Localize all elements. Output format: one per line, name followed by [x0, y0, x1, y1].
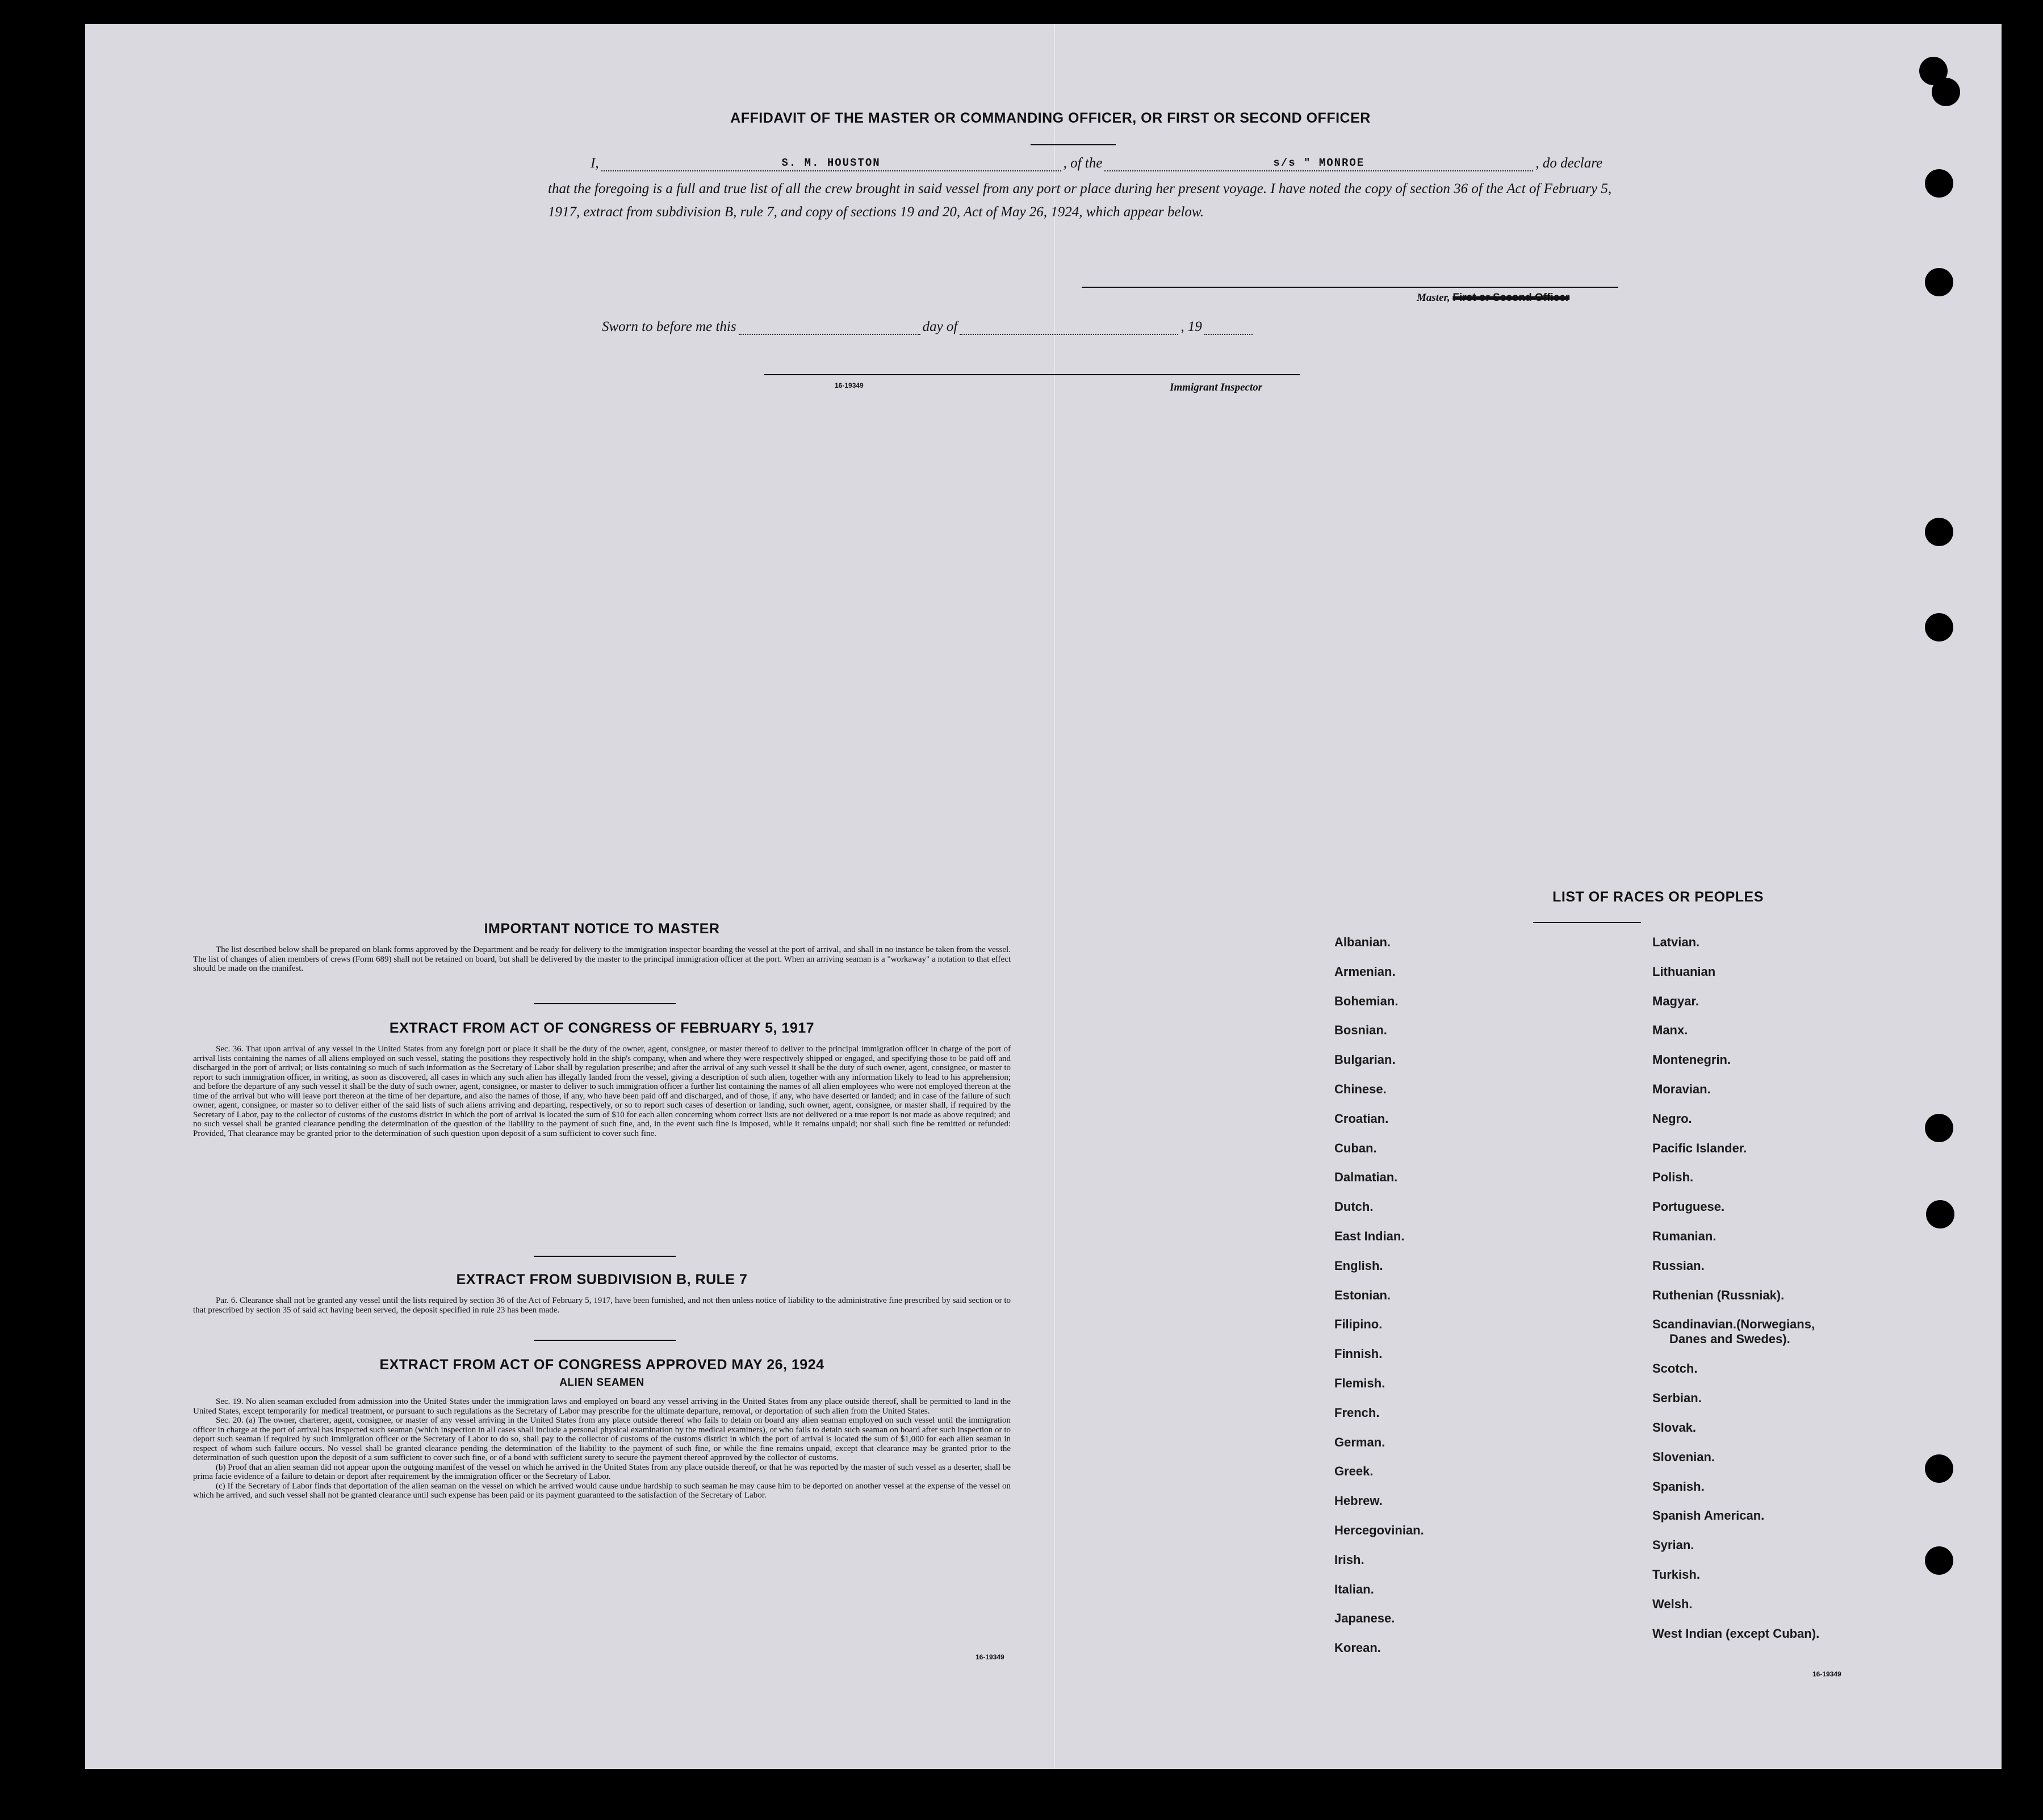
race-item: Montenegrin.: [1652, 1052, 1731, 1067]
race-item: Bosnian.: [1334, 1023, 1387, 1038]
race-item: Korean.: [1334, 1641, 1381, 1655]
extract-1924-title: EXTRACT FROM ACT OF CONGRESS APPROVED MAY 26, 1924: [379, 1357, 824, 1373]
master-name-value: S. M. HOUSTON: [781, 157, 881, 169]
extract-1917-section: [193, 1020, 1011, 1138]
race-item: Hebrew.: [1334, 1494, 1383, 1508]
race-item: Danes and Swedes).: [1669, 1332, 1790, 1347]
race-item: Moravian.: [1652, 1082, 1711, 1096]
race-item: Cuban.: [1334, 1140, 1377, 1155]
race-item: Russian.: [1652, 1258, 1705, 1273]
race-item: German.: [1334, 1435, 1385, 1449]
race-item: Japanese.: [1334, 1611, 1395, 1626]
race-item: Portuguese.: [1652, 1200, 1725, 1214]
declarant-line: [591, 156, 1709, 171]
binder-hole: [1925, 169, 1953, 198]
inspector-label: Immigrant Inspector: [1170, 381, 1263, 393]
races-form-number: 16-19349: [1812, 1670, 1841, 1678]
master-name-field[interactable]: [601, 156, 1061, 171]
master-label: Master,: [1417, 292, 1450, 304]
title-divider: [1031, 144, 1116, 145]
sec20c-text: (c) If the Secretary of Labor finds that deportation of the alien seaman on the vessel on which he arrived would cause undue hardship to such seaman he may cause him to be deported on another vessel at the expense of the vessel on which he arrived, and such vessel shall not be granted clearance until such expense has been paid or its payment guaranteed to the satisfaction of the Secretary of Labor.: [193, 1481, 1011, 1500]
affidavit-form-number: 16-19349: [835, 381, 864, 389]
extract-rule7-text: Par. 6. Clearance shall not be granted any vessel until the lists required by section 36 of the Act of February 5, 1917, have been furnished, and not then unless notice of liability to the administrative fine prescribed by said section or to that prescribed by section 35 of said act having been served, the deposit specified in rule 23 has been made.: [193, 1296, 1011, 1315]
race-item: Spanish American.: [1652, 1508, 1765, 1523]
race-item: Albanian.: [1334, 935, 1391, 949]
race-item: Armenian.: [1334, 964, 1396, 979]
race-item: Slovenian.: [1652, 1449, 1715, 1464]
race-item: Croatian.: [1334, 1111, 1389, 1126]
race-item: Welsh.: [1652, 1596, 1693, 1611]
affidavit-title: AFFIDAVIT OF THE MASTER OR COMMANDING OFFICER, OR FIRST OR SECOND OFFICER: [730, 110, 1371, 126]
race-item: Scotch.: [1652, 1361, 1698, 1376]
race-item: Slovak.: [1652, 1420, 1697, 1435]
extract-rule7-section: [193, 1272, 1011, 1315]
races-divider: [1533, 922, 1641, 923]
races-title: LIST OF RACES OR PEOPLES: [1552, 889, 1764, 905]
sworn-line: [602, 319, 1397, 335]
binder-hole: [1925, 518, 1953, 546]
notice-title: IMPORTANT NOTICE TO MASTER: [484, 921, 720, 937]
race-item: Spanish.: [1652, 1479, 1705, 1494]
race-item: Serbian.: [1652, 1391, 1702, 1406]
race-item: Dutch.: [1334, 1200, 1374, 1214]
vessel-name-value: s/s " MONROE: [1273, 157, 1365, 169]
race-item: Negro.: [1652, 1111, 1692, 1126]
day-of-label: day of: [922, 319, 958, 334]
extract-1917-title: EXTRACT FROM ACT OF CONGRESS OF FEBRUARY 5, 1917: [389, 1020, 815, 1036]
sworn-label: Sworn to before me this: [602, 319, 736, 334]
struck-officer-label: First or Second Officer: [1452, 292, 1570, 304]
notice-text: The list described below shall be prepared on blank forms approved by the Department and be ready for delivery to the immigration inspector boarding the vessel at the port of arrival, and shall in no instance be taken from the vessel. The list of changes of alien members of crews (Form 689) shall not be retained on board, but shall be delivered by the master to the principal immigration officer at the port. When an arriving seaman is a "workaway" a notation to that effect should be made on the manifest.: [193, 945, 1011, 973]
page-fold: [1054, 24, 1055, 1769]
extract-1917-text: Sec. 36. That upon arrival of any vessel in the United States from any foreign port or place it shall be the duty of the owner, agent, consignee, or master thereof to deliver to the principal immigration officer in charge of the port of arrival lists containing the names of all aliens employed on such vessel, stating the positions they respectively hold in the ship's company, when and where they were respectively shipped or engaged, and specifying those to be paid off and discharged in the port of arrival; or lists containing so much of such information as the Secretary of Labor shall by regulation prescribe; and after the arrival of any such vessel it shall be the duty of such owner, agent, consignee, or master to report to such immigration officer, in writing, as soon as discovered, all cases in which any such alien has illegally landed from the vessel, giving a description of such alien, together with any information likely to lead to his apprehension; and before the departure of any such vessel it shall be the duty of such owner, agent, consignee, or master to deliver to such immigration officer a further list containing the names of all alien employees who were not employed thereon at the time of the arrival but who will leave port thereon at the time of her departure, and also the names of those, if any, who have been paid off and discharged, and of those, if any, who have deserted or landed; and in case of the failure of such owner, agent, consignee, or master so to deliver either of the said lists of such aliens arriving and departing, respectively, or so to report such cases of desertion or landing, such owner, agent, consignee, or master shall, if required by the Secretary of Labor, pay to the collector of customs of the customs district in which the port of arrival is located the sum of $10 for each alien concerning whom correct lists are not delivered or a true report is not made as above required; and no such vessel shall be granted clearance pending the determination of the question of the liability to the payment of such fine, and, in the event such fine is imposed, while it remains unpaid; nor shall such fine be remitted or refunded: Provided, That clearance may be granted prior to the determination of such question upon deposit of a sum sufficient to cover such fine.: [193, 1045, 1011, 1138]
race-item: Polish.: [1652, 1170, 1694, 1185]
notice-section: [193, 921, 1011, 974]
race-item: West Indian (except Cuban).: [1652, 1626, 1820, 1641]
race-item: East Indian.: [1334, 1229, 1405, 1243]
sworn-day-field[interactable]: [739, 319, 920, 335]
sec20b-text: (b) Proof that an alien seaman did not appear upon the outgoing manifest of the vessel on which he arrived in the United States from any place outside thereof, or that he was reported by the master of such vessel as a deserter, shall be prima facie evidence of a failure to detain or deport after requirement by the immigration officer or the Secretary of Labor.: [193, 1462, 1011, 1481]
binder-hole: [1932, 78, 1960, 106]
race-item: Manx.: [1652, 1023, 1688, 1038]
master-signature-line[interactable]: [1082, 287, 1618, 288]
binder-hole: [1925, 613, 1953, 641]
year-label: , 19: [1180, 319, 1202, 334]
race-item: Italian.: [1334, 1582, 1374, 1596]
race-item: Turkish.: [1652, 1567, 1700, 1582]
vessel-name-field[interactable]: [1104, 156, 1533, 171]
race-item: Greek.: [1334, 1464, 1374, 1479]
race-item: Chinese.: [1334, 1082, 1387, 1096]
race-item: Magyar.: [1652, 993, 1699, 1008]
race-item: Bohemian.: [1334, 993, 1399, 1008]
race-item: Flemish.: [1334, 1376, 1385, 1390]
binder-hole: [1925, 1114, 1953, 1142]
do-declare-label: , do declare: [1535, 156, 1603, 171]
race-item: French.: [1334, 1405, 1380, 1420]
race-item: Lithuanian: [1652, 964, 1716, 979]
race-item: Rumanian.: [1652, 1229, 1717, 1243]
i-label: I,: [591, 156, 599, 171]
extract-rule7-title: EXTRACT FROM SUBDIVISION B, RULE 7: [456, 1272, 748, 1288]
race-item: Estonian.: [1334, 1288, 1391, 1302]
binder-hole: [1925, 1546, 1953, 1575]
declaration-text: that the foregoing is a full and true list of all the crew brought in said vessel from any port or place during her present voyage. I have noted the copy of section 36 of the Act of February 5, 1917, extract from subdivision B, rule 7, and copy of sections 19 and 20, Act of May 26, 1924, which appear below.: [548, 181, 1612, 220]
binder-hole: [1925, 1454, 1953, 1483]
binder-hole: [1925, 268, 1953, 296]
of-the-label: , of the: [1063, 156, 1103, 171]
master-signature-caption: [1417, 292, 1569, 304]
race-item: Pacific Islander.: [1652, 1140, 1747, 1155]
section-divider: [534, 1003, 676, 1004]
race-item: Ruthenian (Russniak).: [1652, 1288, 1785, 1302]
race-item: Filipino.: [1334, 1317, 1383, 1332]
race-item: Scandinavian.(Norwegians,: [1652, 1317, 1815, 1332]
section-divider: [534, 1340, 676, 1341]
race-item: Finnish.: [1334, 1347, 1383, 1361]
alien-seamen-subtitle: ALIEN SEAMEN: [559, 1377, 644, 1389]
race-item: Latvian.: [1652, 935, 1700, 949]
extract-form-number: 16-19349: [976, 1653, 1004, 1661]
race-item: English.: [1334, 1258, 1383, 1273]
inspector-signature-line[interactable]: [764, 374, 1300, 375]
sworn-year-field[interactable]: [1204, 319, 1253, 335]
race-item: Bulgarian.: [1334, 1052, 1396, 1067]
race-item: Irish.: [1334, 1552, 1364, 1567]
binder-hole: [1926, 1200, 1954, 1228]
extract-1924-section: [193, 1357, 1011, 1500]
race-item: Syrian.: [1652, 1538, 1694, 1553]
section-divider: [534, 1256, 676, 1257]
race-item: Hercegovinian.: [1334, 1523, 1424, 1537]
sec20a-text: Sec. 20. (a) The owner, charterer, agent, consignee, or master of any vessel arriving in the United States from any place outside thereof who fails to detain on board any alien seaman employed on such vessel until the immigration officer in charge at the port of arrival has inspected such seaman (which inspection in all cases shall include a personal physical examination by the medical examiners), or who fails to detain such seaman on board after such inspection or to deport such seaman if required by such immigration officer or the Secretary of Labor to do so, shall pay to the collector of customs of the customs district in which the port of arrival is located the sum of $1,000 for each alien seaman in respect of whom such failure occurs. No vessel shall be granted clearance pending the determination of the liability to the payment of such fine, or while the fine remains unpaid, except that clearance may be granted prior to the determination of such question upon the deposit of a sum sufficient to cover such fine, or of a bond with sufficient surety to secure the payment thereof approved by the collector of customs.: [193, 1416, 1011, 1462]
sec19-text: Sec. 19. No alien seaman excluded from admission into the United States under the immigration laws and employed on board any vessel arriving in the United States from any place outside thereof, shall be permitted to land in the United States, except temporarily for medical treatment, or pursuant to such regulations as the Secretary of Labor may prescribe for the ultimate departure, removal, or deportation of such alien from the United States.: [193, 1397, 1011, 1416]
sworn-month-field[interactable]: [960, 319, 1178, 335]
document-page: [85, 24, 2002, 1769]
race-item: Dalmatian.: [1334, 1170, 1398, 1185]
